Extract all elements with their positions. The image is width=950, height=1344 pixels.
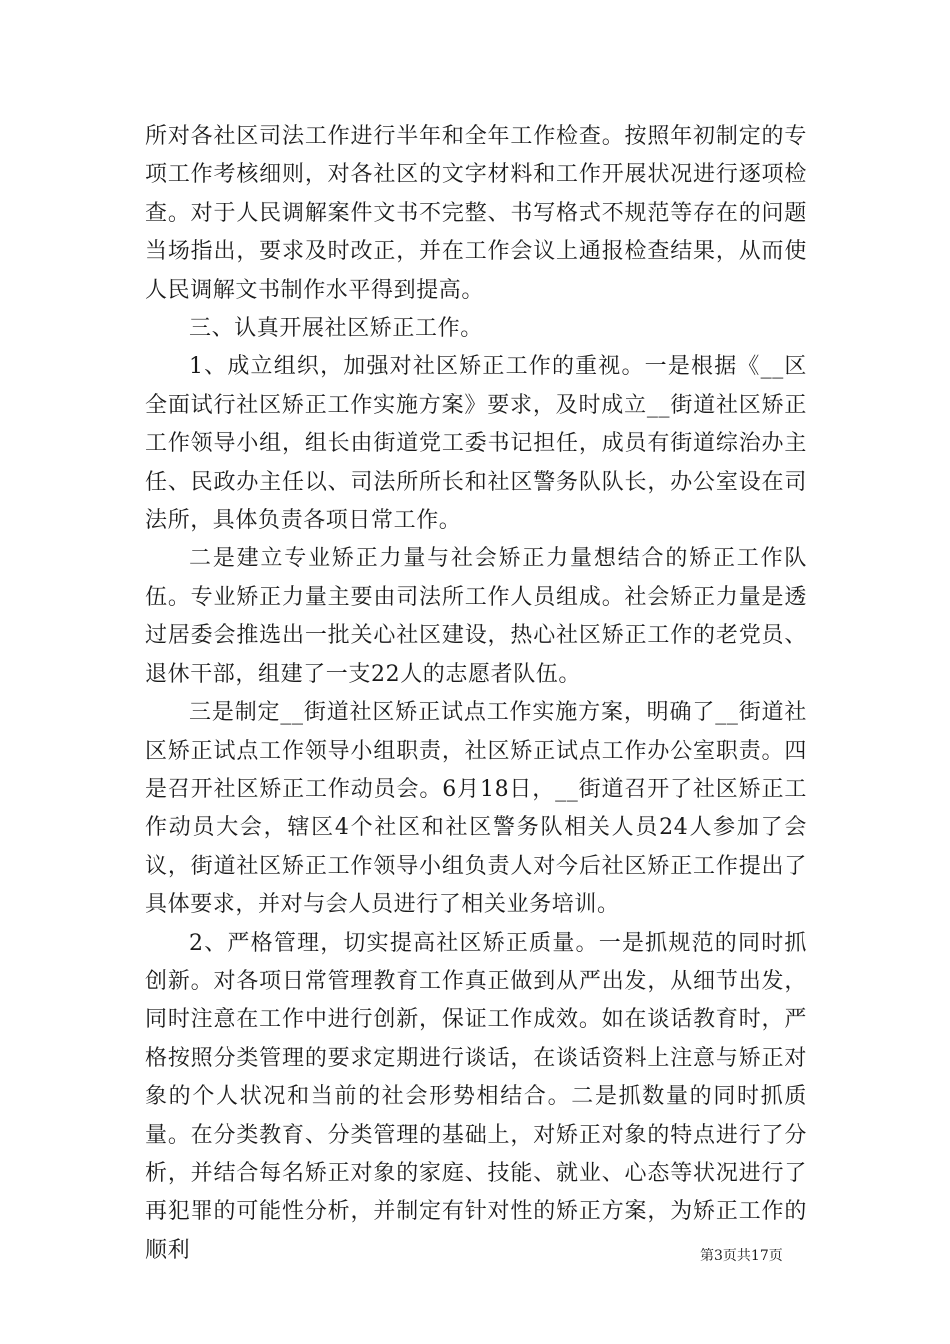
section-heading-community-correction: 三、认真开展社区矫正工作。 <box>189 316 483 342</box>
paragraph-implementation-plan: 三是制定__街道社区矫正试点工作实施方案，明确了__街道社区矫正试点工作领导小组职责，社区矫正试点工作办公室职责。四是召开社区矫正工作动员会。6月18日，__街道召开了社区矫正工作动员大会，辖区4个社区和社区警务队相关人员24人参加了会议，街道社区矫正工作领导小组负责人对今后社区矫正工作提出了具体要求，并对与会人员进行了相关业务培训。 <box>145 700 807 918</box>
paragraph-organization: 1、成立组织，加强对社区矫正工作的重视。一是根据《__区全面试行社区矫正工作实施方案》要求，及时成立__街道社区矫正工作领导小组，组长由街道党工委书记担任，成员有街道综治办主任、民政办主任以、司法所所长和社区警务队队长，办公室设在司法所，具体负责各项日常工作。 <box>145 354 807 534</box>
paragraph-team-building: 二是建立专业矫正力量与社会矫正力量想结合的矫正工作队伍。专业矫正力量主要由司法所工作人员组成。社会矫正力量是透过居委会推选出一批关心社区建设，热心社区矫正工作的老党员、退休干部，组建了一支22人的志愿者队伍。 <box>145 546 807 687</box>
page-number-footer: 第3页共17页 <box>700 1248 783 1264</box>
paragraph-intro: 所对各社区司法工作进行半年和全年工作检查。按照年初制定的专项工作考核细则，对各社区的文字材料和工作开展状况进行逐项检查。对于人民调解案件文书不完整、书写格式不规范等存在的问题当场指出，要求及时改正，并在工作会议上通报检查结果，从而使人民调解文书制作水平得到提高。 <box>145 124 807 303</box>
document-body <box>145 118 807 1270</box>
paragraph-strict-management: 2、严格管理，切实提高社区矫正质量。一是抓规范的同时抓创新。对各项日常管理教育工作真正做到从严出发，从细节出发，同时注意在工作中进行创新，保证工作成效。如在谈话教育时，严格按照分类管理的要求定期进行谈话，在谈话资料上注意与矫正对象的个人状况和当前的社会形势相结合。二是抓数量的同时抓质量。在分类教育、分类管理的基础上，对矫正对象的特点进行了分析，并结合每名矫正对象的家庭、技能、就业、心态等状况进行了再犯罪的可能性分析，并制定有针对性的矫正方案，为矫正工作的顺利 <box>145 930 807 1263</box>
